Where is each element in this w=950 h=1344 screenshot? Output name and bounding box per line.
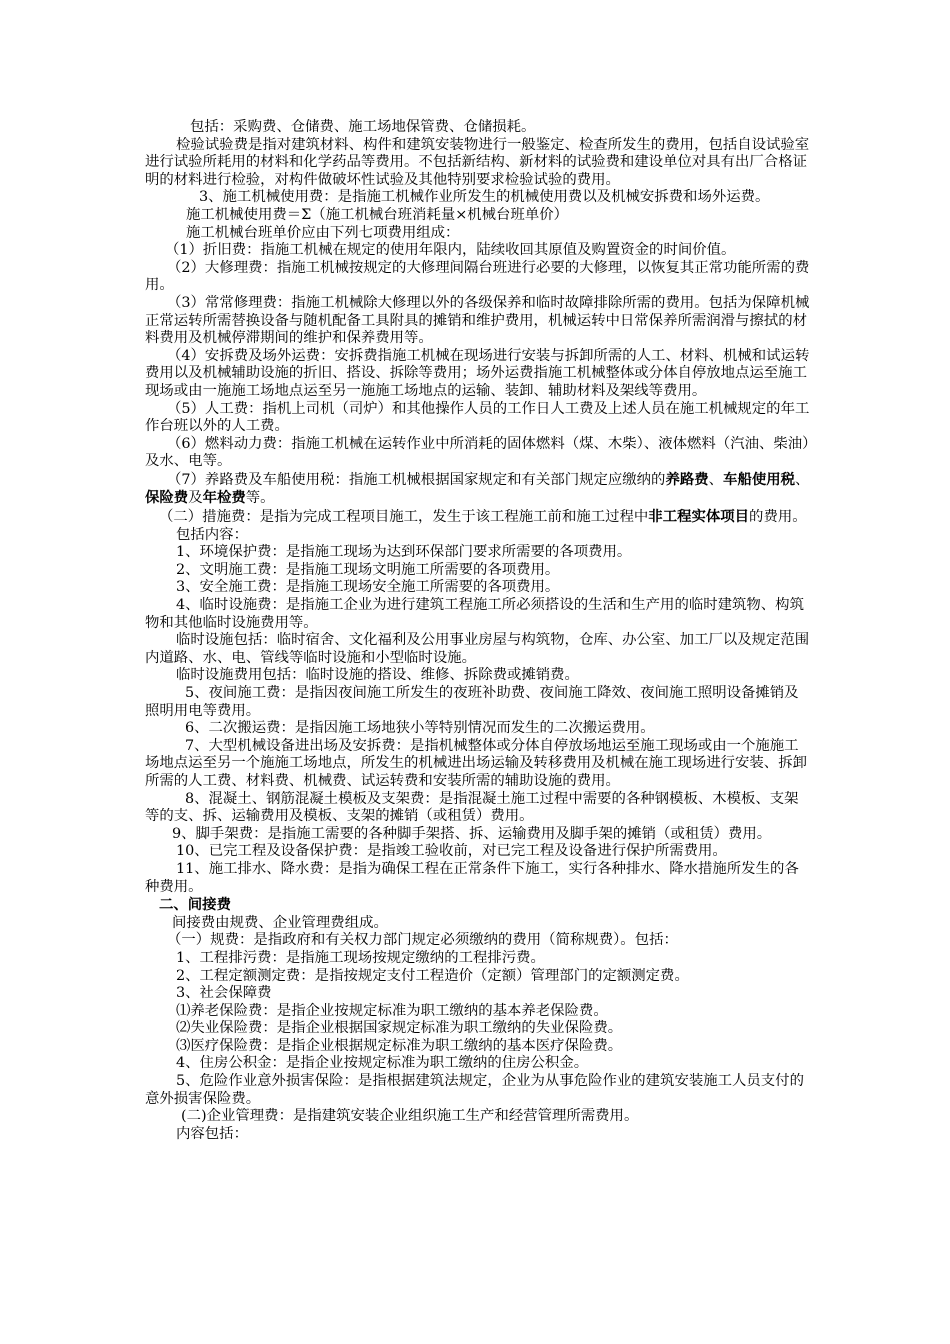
paragraph: 包括：采购费、仓储费、施工场地保管费、仓储损耗。	[190, 119, 536, 135]
bold-road-fee: 养路费	[665, 470, 709, 488]
paragraph: 3、社会保障费	[176, 985, 272, 1002]
paragraph: 间接费由规费、企业管理费组成。	[172, 914, 388, 931]
paragraph: 临时设施费用包括：临时设施的搭设、维修、拆除费或摊销费。	[176, 667, 579, 684]
paragraph: 施工机械台班单价应由下列七项费用组成：	[186, 224, 460, 241]
paragraph: （2）大修理费：指施工机械按规定的大修理间隔台班进行必要的大修理，以恢复其正常功能所需的费用。	[145, 259, 810, 294]
document-page	[145, 119, 810, 1143]
bold-inspection-fee: 年检费	[202, 489, 246, 507]
paragraph: ⑴养老保险费：是指企业按规定标准为职工缴纳的基本养老保险费。	[176, 1002, 608, 1019]
measure-fee-text: （二）措施费：是指为完成工程项目施工，发生于该工程施工前和施工过程中	[159, 509, 649, 526]
road-tax-sep-2: 、	[795, 471, 810, 488]
paragraph: 8、混凝土、钢筋混凝土模板及支架费：是指混凝土施工过程中需要的各种钢模板、木模板、支架等的支、拆、运输费用及模板、支架的摊销（或租赁）费用。	[145, 790, 799, 825]
road-tax-sep-1: 、	[708, 471, 724, 488]
paragraph: 包括内容：	[176, 526, 248, 543]
paragraph: （5）人工费：指机上司机（司炉）和其他操作人员的工作日人工费及上述人员在施工机械规定的年工作台班以外的人工费。	[145, 400, 810, 435]
road-tax-end: 等。	[245, 490, 275, 507]
heading-indirect-text: 二、间接费	[159, 896, 231, 914]
paragraph: 6、二次搬运费：是指因施工场地狭小等特别情况而发生的二次搬运费用。	[185, 720, 655, 737]
paragraph: 3、安全施工费：是指施工现场安全施工所需要的各项费用。	[176, 579, 560, 596]
bold-insurance-fee: 保险费	[145, 489, 189, 507]
paragraph: （1）折旧费：指施工机械在规定的使用年限内，陆续收回其原值及购置资金的时间价值。	[165, 242, 736, 259]
paragraph: (二)企业管理费：是指建筑安装企业组织施工生产和经营管理所需费用。	[181, 1108, 639, 1125]
paragraph: 2、文明施工费：是指施工现场文明施工所需要的各项费用。	[176, 561, 560, 578]
bold-non-entity-items: 非工程实体项目	[648, 508, 750, 526]
paragraph: 10、已完工程及设备保护费：是指竣工验收前，对已完工程及设备进行保护所需费用。	[176, 843, 727, 860]
paragraph: 1、工程排污费：是指施工现场按规定缴纳的工程排污费。	[176, 949, 545, 966]
measure-fee-end: 的费用。	[749, 509, 807, 526]
paragraph: ⑵失业保险费：是指企业根据国家规定标准为职工缴纳的失业保险费。	[176, 1020, 623, 1037]
paragraph: 临时设施包括：临时宿舍、文化福利及公用事业房屋与构筑物，仓库、办公室、加工厂以及规定范围内道路、水、电、管线等临时设施和小型临时设施。	[145, 632, 810, 666]
paragraph-group-measures	[145, 527, 810, 896]
paragraph: 2、工程定额测定费：是指按规定支付工程造价（定额）管理部门的定额测定费。	[176, 967, 689, 984]
paragraph: 内容包括：	[176, 1125, 248, 1142]
paragraph: （4）安拆费及场外运费：安拆费指施工机械在现场进行安装与拆卸所需的人工、材料、机械和试运转费用以及机械辅助设施的折旧、搭设、拆除等费用；场外运费指施工机械整体或分体自停放地点运至施工现场或由一施施工场地点运至另一施施工场地点的运输、装卸、辅助材料及架线等费用。	[145, 347, 810, 399]
road-tax-sep-3: 及	[188, 490, 203, 507]
paragraph-measure-fee	[145, 508, 810, 527]
paragraph: 5、夜间施工费：是指因夜间施工所发生的夜班补助费、夜间施工降效、夜间施工照明设备摊销及照明用电等费用。	[145, 685, 799, 719]
paragraph: 3、施工机械使用费：是指施工机械作业所发生的机械使用费以及机械安拆费和场外运费。	[199, 189, 770, 206]
paragraph: 9、脚手架费：是指施工需要的各种脚手架搭、拆、运输费用及脚手架的摊销（或租赁）费用。	[172, 825, 772, 842]
road-tax-text: （7）养路费及车船使用税：指施工机械根据国家规定和有关部门规定应缴纳的	[167, 471, 666, 488]
paragraph: 施工机械使用费＝Σ（施工机械台班消耗量×机械台班单价）	[186, 206, 568, 223]
bold-vehicle-tax: 车船使用税	[723, 470, 796, 488]
section-heading-indirect	[145, 896, 810, 915]
paragraph: 11、施工排水、降水费：是指为确保工程在正常条件下施工，实行各种排水、降水措施所发生的各种费用。	[145, 860, 799, 895]
paragraph-group-indirect	[145, 915, 810, 1144]
paragraph: （3）常常修理费：指施工机械除大修理以外的各级保养和临时故障排除所需的费用。包括为保障机械正常运转所需替换设备与随机配备工具附具的摊销和维护费用，机械运转中日常保养所需润滑与擦拭的材料费用及机械停滞期间的维护和保养费用等。	[145, 294, 810, 347]
paragraph-group-machinery	[145, 119, 810, 471]
paragraph: ⑶医疗保险费：是指企业根据规定标准为职工缴纳的基本医疗保险费。	[176, 1037, 623, 1054]
paragraph: 1、环境保护费：是指施工现场为达到环保部门要求所需要的各项费用。	[176, 544, 632, 561]
paragraph: 4、住房公积金：是指企业按规定标准为职工缴纳的住房公积金。	[176, 1055, 589, 1072]
paragraph: 7、大型机械设备进出场及安拆费：是指机械整体或分体自停放场地运至施工现场或由一个施施工场地点运至另一个施施工场地点，所发生的机械进出场运输及转移费用及机械在施工现场进行安装、拆卸所需的人工费、材料费、机械费、试运转费和安装所需的辅助设施的费用。	[145, 737, 807, 789]
paragraph: 检验试验费是指对建筑材料、构件和建筑安装物进行一般鉴定、检查所发生的费用，包括自设试验室进行试验所耗用的材料和化学药品等费用。不包括新结构、新材料的试验费和建设单位对具有出厂合格证明的材料进行检验，对构件做破坏性试验及其他特别要求检验试验的费用。	[145, 136, 810, 188]
paragraph: （一）规费：是指政府和有关权力部门规定必须缴纳的费用（简称规费）。包括：	[167, 932, 678, 949]
paragraph-road-tax	[145, 471, 810, 508]
paragraph: 4、临时设施费：是指施工企业为进行建筑工程施工所必须搭设的生活和生产用的临时建筑物、构筑物和其他临时设施费用等。	[145, 597, 804, 631]
paragraph: （6）燃料动力费：指施工机械在运转作业中所消耗的固体燃料（煤、木柴）、液体燃料（汽油、柴油）及水、电等。	[145, 435, 810, 470]
paragraph: 5、危险作业意外损害保险：是指根据建筑法规定，企业为从事危险作业的建筑安装施工人员支付的意外损害保险费。	[145, 1073, 804, 1107]
